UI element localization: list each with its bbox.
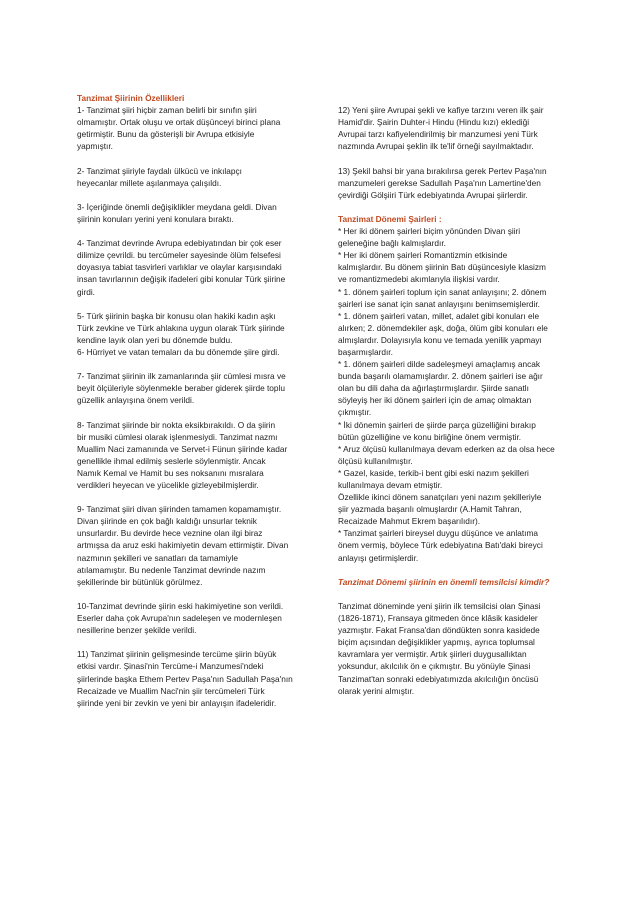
paragraph-item-10: 10-Tanzimat devrinde şiirin eski hakimiyetine son verildi. Eserler daha çok Avrupa'nın sadeleşen ve modernleşen nesillerine benzer şekilde verildi. xyxy=(77,600,284,636)
paragraph-item-1: 1- Tanzimat şiiri hiçbir zaman belirli bir sınıfın şiiri olmamıştır. Ortak oluşu ve ortak düşünceyi birinci plana getirmiştir. Bunu da gösterişli bir Avrupa etkisiyle yapmıştır. xyxy=(77,105,281,152)
section-heading-features: Tanzimat Şiirinin Özellikleri xyxy=(77,93,185,103)
paragraph-item-8: 8- Tanzimat şiirinde bir nokta eksikbırakıldı. O da şiirin bir musiki cümlesi olarak işlenmesiydi. Tanzimat nazmı Muallim Naci zamanında ve Servet-i Fünun şiirinde kadar genellikle ihmal edilmiş seslerle söylenmiştir. Ancak Namık Kemal ve Hamit bu ses noksanını mısralara verdikleri heyecan ve yücelikle gizleyebilmişlerdir. xyxy=(77,419,288,490)
paragraph-item-9: 9- Tanzimat şiiri divan şiirinden tamamen kopamamıştır. Divan şiirinde en çok bağlı kaldığı unsurlar teknik unsurlardır. Bu devirde hece veznine olan ilgi biraz artmışsa da aruz eski hakimiyetin devam ettirmiştir. Divan nazmının şekilleri ve sanatları da tamamiyle atılamamıştır. Bu nedenle Tanzimat devrinde nazım şekillerinde bir bütünlük görülmez. xyxy=(77,504,289,587)
paragraph-item-3: 3- İçeriğinde önemli değişiklikler meydana geldi. Divan şiirinin konuları yerini yeni konulara bıraktı. xyxy=(77,201,277,224)
paragraph-item-2: 2- Tanzimat şiiriyle faydalı ülkücü ve inkılapçı heyecanlar millete aşılanmaya çalışıldı. xyxy=(77,165,242,188)
section-heading-question: Tanzimat Dönemi şiirinin en önemli temsilcisi kimdir? xyxy=(338,576,550,587)
poets-bullet-list: * Her iki dönem şairleri biçim yönünden Divan şiiri geleneğine bağlı kalmışlardır. * Her iki dönem şairleri Romantizmin etkisinde kalmışlardır. Bu dönem şiirinin Batı düşüncesiyle klasizm ve romantizmedebi akımlarıyla ilişkisi vardır. * 1. dönem şairleri toplum için sanat anlayışını; 2. dönem şairleri ise sanat için sanat anlayışını benimsemişlerdir. * 1. dönem şairleri vatan, millet, adalet gibi konuları ele alırken; 2. dönemdekiler aşk, doğa, ölüm gibi konuları ele almışlardır. Dolayısıyla konu ve temada yenilik yapmayı başarmışlardır. * 1. dönem şairleri dilde sadeleşmeyi amaçlamış ancak bunda başarılı olamamışlardır. 2. dönem şairleri ise ağır olan bu dili daha da ağırlaştırmışlardır. Şiirde sanatlı söyleyiş her iki dönem şairleri için de amaç olmaktan çıkmıştır. * İki dönemin şairleri de şiirde parça güzelliğini bırakıp bütün güzelliğine ve konu birliğine önem vermiştir. * Aruz ölçüsü kullanılmaya devam ederken az da olsa hece ölçüsü kullanılmıştır. * Gazel, kaside, terkib-i bent gibi eski nazım şekilleri kullanılmaya devam etmiştir. Özellikle ikinci dönem sanatçıları yeni nazım şekilleriyle şiir yazmada başarılı olmuşlardır (A.Hamit Tahran, Recaizade Mahmut Ekrem başarılıdır). * Tanzimat şairleri bireysel duygu düşünce ve anlatıma önem vermiş, böylece Türk edebiyatına Batı'daki bireyci anlayışı getirmişlerdir. xyxy=(338,226,555,563)
top-spacer xyxy=(338,92,600,104)
section-heading-poets: Tanzimat Dönemi Şairleri : xyxy=(338,213,442,224)
paragraph-item-12: 12) Yeni şiire Avrupai şekli ve kafiye tarzını veren ilk şair Hamid'dir. Şairin Duhter-i Hindu (Hindu kızı) eklediği Avrupai tarzı kafiyelendirilmiş bir manzumesi yeni Türk nazmında Avrupai şeklin ilk te'lif örneği sayılmaktadır. xyxy=(338,105,544,152)
paragraph-item-7: 7- Tanzimat şiirinin ilk zamanlarında şiir cümlesi mısra ve beyit ölçüleriyle söylenmekle beraber giderek şiirde toplu güzellik anlayışına önem verildi. xyxy=(77,371,286,406)
paragraph-item-11: 11) Tanzimat şiirinin gelişmesinde tercüme şiirin büyük etkisi vardır. Şinasi'nin Tercüme-i Manzumesi'ndeki şiirlerinde başka Ethem Pertev Paşa'nın Sadullah Paşa'nın Recaizade ve Muallim Naci'nin şiir tercümeleri Türk şiirinde yeni bir zevkin ve yeni bir anlayışın ifadeleridir. xyxy=(77,649,293,708)
paragraph-item-13: 13) Şekil bahsi bir yana bırakılırsa gerek Pertev Paşa'nın manzumeleri gerekse Sadullah Paşa'nın Lamertine'den çevirdiği Gölşiiri Türk edebiyatında Avrupai şiirlerdir. xyxy=(338,165,547,200)
answer-paragraph: Tanzimat döneminde yeni şiirin ilk temsilcisi olan Şinasi (1826-1871), Fransaya gitmeden önce klâsik kasideler yazmıştır. Fakat Fransa'dan döndükten sonra kasidede biçim açısından değişiklikler yapmış, ayrıca toplumsal kavramlara yer vermiştir. Artık şiirleri duygusallıktan yoksundur, akılcılık ön e çıkmıştır. Bu yönüyle Şinasi Tanzimat'tan sonraki edebiyatımızda akılcılığın öncüsü olarak yerini almıştır. xyxy=(338,600,541,696)
right-column xyxy=(338,92,600,697)
paragraph-item-4: 4- Tanzimat devrinde Avrupa edebiyatından bir çok eser dilimize çevrildi. bu tercümeler sayesinde ölüm felsefesi doyasıya tabiat tasvirleri varlıklar ve olaylar karşısındaki insan tavırlarının değişik ifadeleri gibi konular Türk şiirine girdi. xyxy=(77,238,286,297)
left-column xyxy=(77,92,339,709)
paragraph-item-5-6: 5- Türk şiirinin başka bir konusu olan hakiki kadın aşkı Türk zevkine ve Türk ahlakına uygun olarak Türk şiirinde kendine layık olan yeri bu dönemde buldu. 6- Hürriyet ve vatan temaları da bu dönemde şiire girdi. xyxy=(77,310,285,357)
